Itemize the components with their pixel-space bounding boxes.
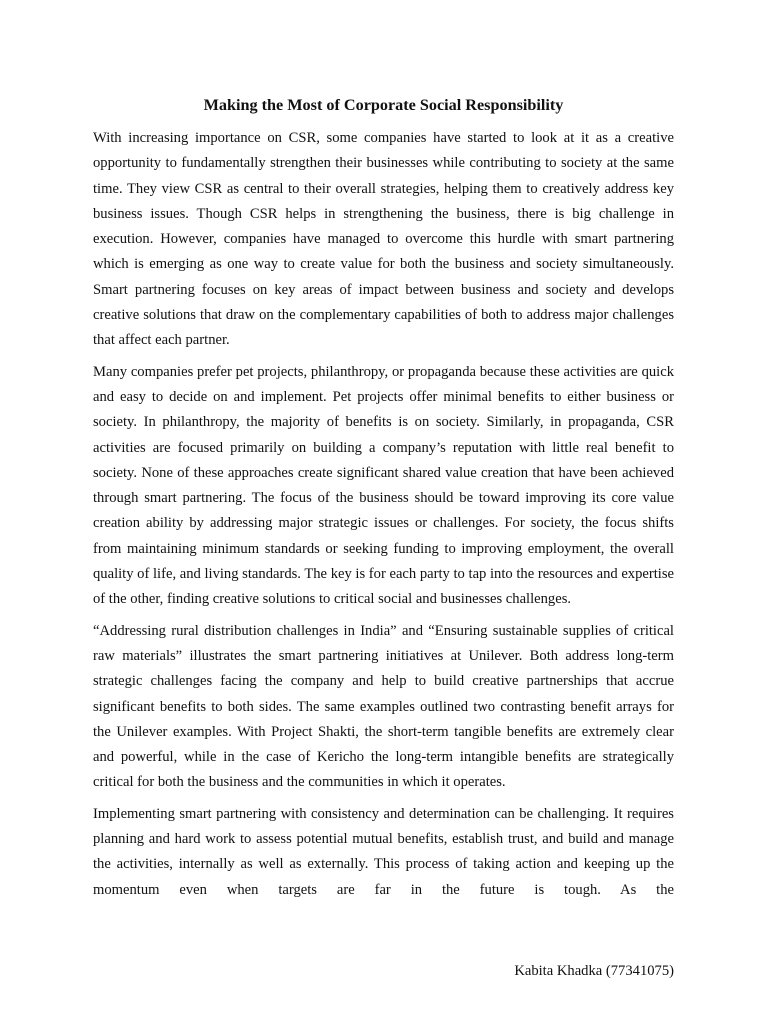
- paragraph-2: Many companies prefer pet projects, philanthropy, or propaganda because these activities are quick and easy to decide on and implement. Pet projects offer minimal benefits to either business or society. In philanthropy, the majority of benefits is on society. Similarly, in propaganda, CSR activities are focused primarily on building a company’s reputation with little real benefit to society. None of these approaches create significant shared value creation that have been achieved through smart partnering. The focus of the business should be toward improving its core value creation ability by addressing major strategic issues or challenges. For society, the focus shifts from maintaining minimum standards or seeking funding to improving employment, the overall quality of life, and living standards. The key is for each party to tap into the resources and expertise of the other, finding creative solutions to critical social and businesses challenges.: [93, 363, 674, 608]
- document-body: [93, 126, 674, 909]
- paragraph-1: With increasing importance on CSR, some companies have started to look at it as a creative opportunity to fundamentally strengthen their businesses while contributing to society at the same time. They view CSR as central to their overall strategies, helping them to creatively address key business issues. Though CSR helps in strengthening the business, there is big challenge in execution. However, companies have managed to overcome this hurdle with smart partnering which is emerging as one way to create value for both the business and society simultaneously. Smart partnering focuses on key areas of impact between business and society and develops creative solutions that draw on the complementary capabilities of both to address major challenges that affect each partner.: [93, 130, 674, 349]
- document-title: Making the Most of Corporate Social Responsibility: [203, 96, 564, 114]
- page-footer-author: Kabita Khadka (77341075): [514, 963, 674, 979]
- paragraph-3: “Addressing rural distribution challenges in India” and “Ensuring sustainable supplies of critical raw materials” illustrates the smart partnering initiatives at Unilever. Both address long-term strategic challenges facing the company and help to build creative partnerships that accrue significant benefits to both sides. The same examples outlined two contrasting benefit arrays for the Unilever examples. With Project Shakti, the short-term tangible benefits are extremely clear and powerful, while in the case of Kericho the long-term intangible benefits are strategically critical for both the business and the communities in which it operates.: [93, 622, 674, 791]
- paragraph-4: Implementing smart partnering with consistency and determination can be challenging. It requires planning and hard work to assess potential mutual benefits, establish trust, and build and manage the activities, internally as well as externally. This process of taking action and keeping up the momentum even when targets are far in the future is tough. As the: [93, 805, 674, 898]
